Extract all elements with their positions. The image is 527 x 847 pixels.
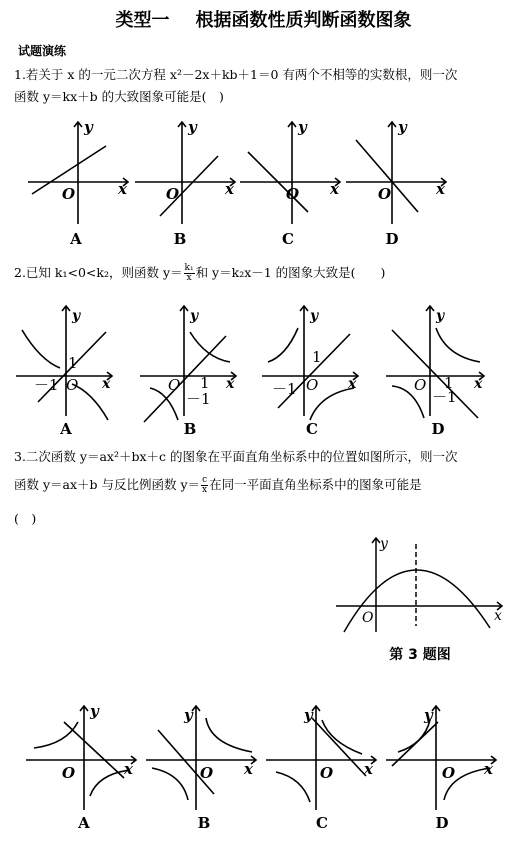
q1-b-x: x [225,180,234,198]
q1-a-y: y [84,118,93,136]
q1-line2: 函数 y＝kx＋b 的大致图象可能是( ) [14,89,224,104]
q2-frac-num: k₁ [184,263,194,273]
q1-d-x: x [436,180,445,198]
q2-a-y: y [72,308,81,324]
q3-fig-x: x [494,608,502,624]
q2-d-o: O [414,376,427,394]
q1-graph-c [240,122,340,224]
q3-fig-y: y [380,536,388,552]
q2-b-x: x [226,376,235,392]
q2-b-one: 1 [200,374,210,392]
q3-graph-b [146,706,256,810]
q2-option-b: B [183,420,197,438]
q3-option-b: B [197,814,211,832]
q1-c-y: y [298,118,307,136]
q2-graph-a [16,306,112,420]
q1-option-b: B [173,230,187,248]
q3-line2-prefix: 函数 y＝ax＋b 与反比例函数 y＝ [14,477,201,492]
q2-c-x: x [348,376,357,392]
q3-d-o: O [442,764,456,782]
q2-graphs [0,296,527,438]
section-label: 试题演练 [18,44,67,58]
q2-c-y: y [310,308,319,324]
q2-b-o: O [168,376,181,394]
q3-line1: 3.二次函数 y＝ax²＋bx＋c 的图象在平面直角坐标系中的位置如图所示，则一次 [14,449,458,464]
q1-c-x: x [330,180,339,198]
q1-d-o: O [378,185,392,203]
title-part1: 类型一 [115,10,170,31]
q1-line1: 1.若关于 x 的一元二次方程 x²－2x＋kb＋1＝0 有两个不相等的实数根，则一次 [14,67,458,82]
title-part2: 根据函数性质判断函数图象 [195,10,412,31]
q3-d-y: y [424,706,433,724]
q2-d-neg-one: －1 [432,388,457,406]
q3-a-x: x [124,760,133,778]
q2-a-one: 1 [68,354,78,372]
q3-fraction [201,476,208,495]
q3-c-y: y [304,706,313,724]
q3-c-x: x [364,760,373,778]
page-title [0,6,527,32]
q2-b-y: y [190,308,199,324]
q3-frac-den: x [202,485,208,495]
q2-c-neg-one: －1 [272,380,297,398]
q2-d-x: x [474,376,483,392]
q3-graph-c [266,706,376,810]
q2-prefix: 2.已知 k₁<0<k₂，则函数 y＝ [14,265,183,280]
q2-frac-den: x [186,273,192,283]
q3-option-c: C [316,814,328,832]
q1-b-o: O [166,185,180,203]
q3-graph-a [26,706,136,810]
q3-b-o: O [200,764,214,782]
q3-figure-caption: 第 3 题图 [389,647,451,663]
q3-line3: ( ) [14,511,37,526]
q3-b-x: x [244,760,253,778]
q2-option-a: A [60,420,72,438]
q2-c-o: O [306,376,319,394]
q3-option-a: A [78,814,90,832]
q2-d-one: 1 [444,374,454,392]
q2-d-y: y [436,308,445,324]
q2-a-x: x [102,376,111,392]
q3-figure [330,532,510,636]
q1-option-a: A [70,230,82,248]
q1-graph-a [28,122,128,224]
q2-option-c: C [306,420,318,438]
q2-fraction [184,264,195,283]
q1-c-o: O [286,185,300,203]
q3-fig-o: O [362,610,374,626]
q1-graphs [0,112,527,252]
q1-a-x: x [118,180,127,198]
q2-a-neg-one: －1 [34,376,59,394]
q1-option-d: D [385,230,399,248]
q3-d-x: x [484,760,493,778]
q2-line [14,264,514,283]
q3-b-y: y [184,706,193,724]
q2-c-one: 1 [312,348,322,366]
q2-option-d: D [431,420,445,438]
q3-graph-d [386,706,496,810]
q1-graph-b [135,122,235,224]
q2-suffix: 和 y＝k₂x－1 的图象大致是( ) [195,265,386,280]
q1-a-o: O [62,185,76,203]
q3-frac-num: c [202,475,208,485]
q3-option-d: D [435,814,449,832]
q1-b-y: y [188,118,197,136]
q1-graph-d [346,122,446,224]
q1-d-y: y [398,118,407,136]
q3-c-o: O [320,764,334,782]
q1-option-c: C [282,230,294,248]
q3-a-o: O [62,764,76,782]
q3-graphs [0,698,527,838]
q2-b-neg-one: －1 [186,390,211,408]
q3-line2-suffix: 在同一平面直角坐标系中的图象可能是 [209,477,422,492]
q3-a-y: y [90,702,99,720]
q3-line2 [14,476,514,495]
q2-a-o: O [66,376,79,394]
